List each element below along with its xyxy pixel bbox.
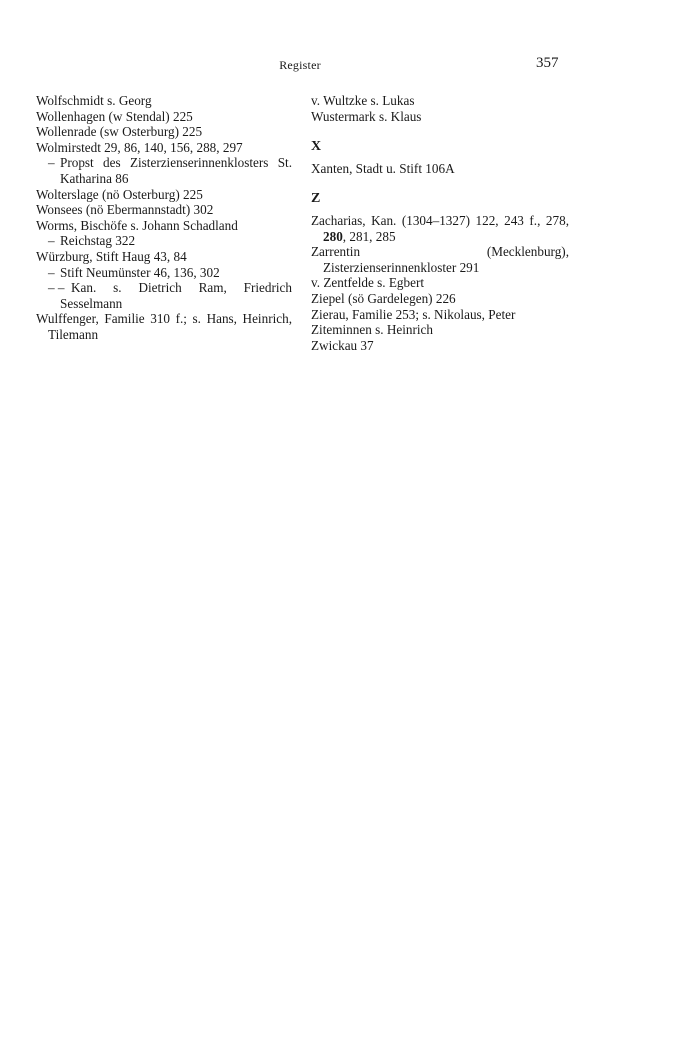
index-entry: Wolfschmidt s. Georg [36,93,152,108]
index-entry: Zarrentin (Mecklenburg), Zisterzienserinnenkloster 291 [311,244,569,275]
index-subentry [36,155,292,186]
index-entry: Zierau, Familie 253; s. Nikolaus, Peter [311,306,516,322]
index-entry: Wollenhagen (w Stendal) 225 [36,108,193,124]
index-entry: Ziepel (sö Gardelegen) 226 [311,290,456,306]
subsubentry-text: Kan. s. Dietrich Ram, Friedrich Sesselmann [60,280,292,311]
index-column-right [311,93,569,353]
entry-dash: – [48,155,55,171]
index-column-left [36,93,292,343]
index-subsubentry [36,280,292,311]
index-entry: Xanten, Stadt u. Stift 106A [311,160,455,176]
subentry-text: Reichstag 322 [60,233,136,249]
entry-text: Zacharias, Kan. (1304–1327) 122, 243 f., 278, [311,212,569,228]
index-entry: Wolterslage (nö Osterburg) 225 [36,186,203,202]
section-letter-x: X [311,139,322,155]
index-entry: Ziteminnen s. Heinrich [311,322,433,338]
index-entry: v. Zentfelde s. Egbert [311,275,425,291]
subentry-text: Propst des Zisterzienserinnenklosters St. Katharina 86 [60,155,292,186]
entry-dash: – [48,264,55,280]
index-entry: Wustermark s. Klaus [311,108,422,124]
entry-double-dash: – – [48,280,65,296]
index-entry: Wulffenger, Familie 310 f.; s. Hans, Heinrich, Tilemann [36,311,292,342]
index-entry: v. Wultzke s. Lukas [311,93,415,108]
index-subentry [36,265,292,281]
index-subentry [36,233,292,249]
index-entry: Worms, Bischöfe s. Johann Schadland [36,217,238,233]
section-letter-z: Z [311,191,321,207]
subentry-text: Stift Neumünster 46, 136, 302 [60,264,220,280]
entry-text: , 281, 285 [342,228,396,244]
page-number: 357 [536,55,559,71]
index-entry: Zwickau 37 [311,337,374,353]
index-entry [311,213,569,244]
index-entry: Wonsees (nö Ebermannstadt) 302 [36,202,214,218]
header-title: Register [279,58,321,72]
entry-bold-page: 280 [323,228,343,244]
entry-dash: – [48,233,55,249]
index-entry: Würzburg, Stift Haug 43, 84 [36,248,187,264]
index-entry: Wollenrade (sw Osterburg) 225 [36,124,203,140]
index-entry: Wolmirstedt 29, 86, 140, 156, 288, 297 [36,139,243,155]
